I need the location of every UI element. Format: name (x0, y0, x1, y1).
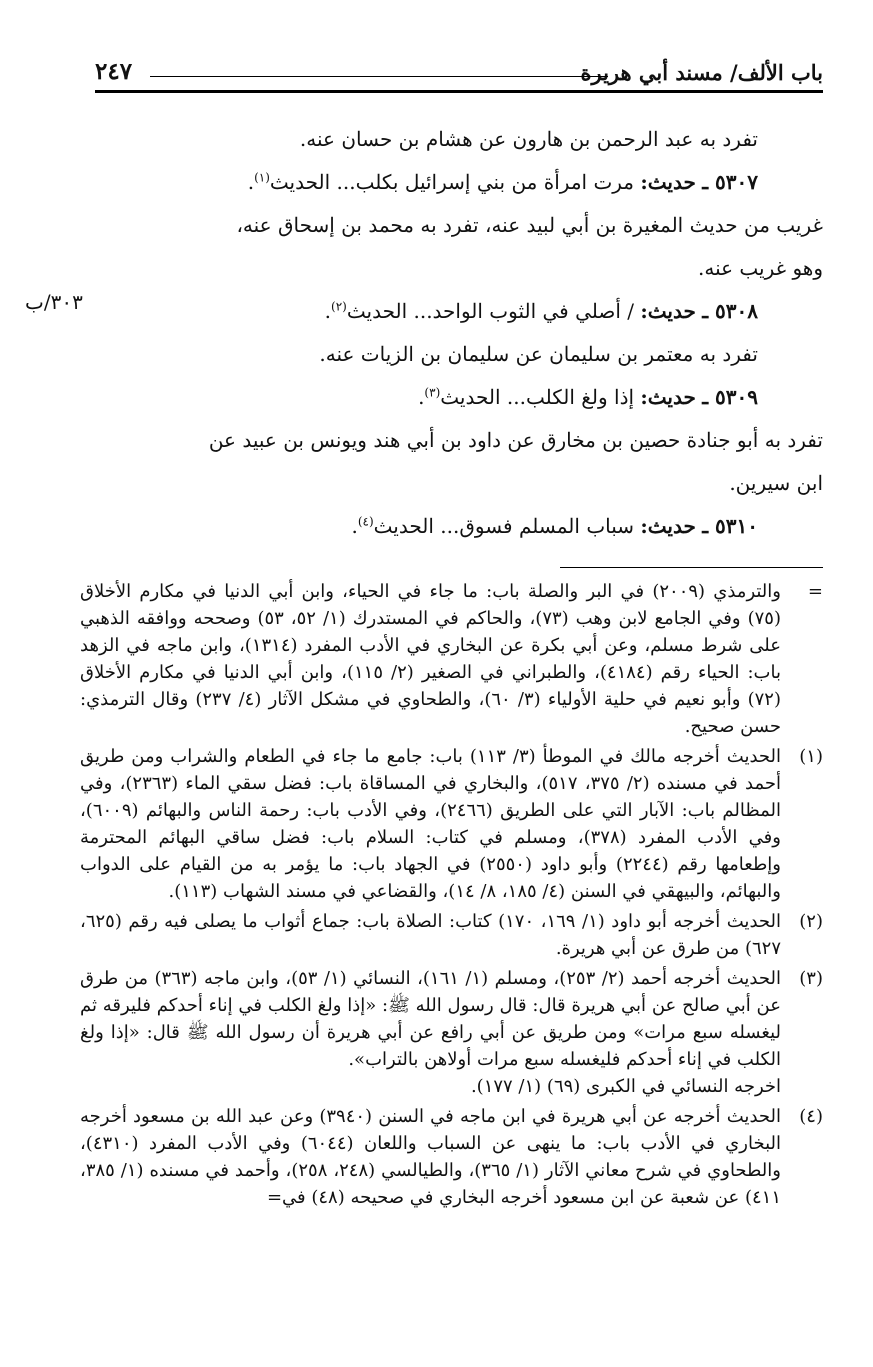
hadith-entry-5309: ٥٣٠٩ ـ حديث: إذا ولغ الكلب... الحديث$^{(٣)}$. (418, 385, 758, 409)
footnote-text: الحديث أخرجه أبو داود (١/ ١٦٩، ١٧٠) كتاب: الصلاة باب: جماع أثواب ما يصلى فيه رقم (٦٢٥، ٦٢٧) من طرق عن أبي هريرة. (80, 911, 781, 959)
footnote-4 (80, 1103, 823, 1211)
manuscript-folio-note: ٣٠٣/ب (25, 290, 83, 314)
footnote-ref: (١) (254, 170, 270, 185)
footnotes (80, 578, 823, 1214)
footnote-2 (80, 908, 823, 962)
running-title: باب الألف/ مسند أبي هريرة (580, 60, 823, 85)
main-text (95, 118, 823, 548)
footnote-3 (80, 965, 823, 1100)
hadith-label: حديث: (640, 299, 696, 323)
hadith-entry-5310: ٥٣١٠ ـ حديث: سباب المسلم فسوق... الحديث$^{(٤)}$. (351, 514, 758, 538)
hadith-text: سباب المسلم فسوق... الحديث (373, 514, 641, 538)
hadith-number: ٥٣٠٨ ـ (702, 299, 758, 323)
hadith-number: ٥٣٠٩ ـ (702, 385, 758, 409)
footnote-text: الحديث أخرجه مالك في الموطأ (٣/ ١١٣) باب: جامع ما جاء في الطعام والشراب ومن طريق أحمد في مسنده (٢/ ٣٧٥، ٥١٧)، والبخاري في المساقاة باب: فضل سقي الماء (٢٣٦٣)، وفي المظالم باب: الآبار التي على الطريق (٢٤٦٦)، وفي الأدب باب: رحمة الناس والبهائم (٦٠٠٩)، وفي الأدب المفرد (٣٧٨)، ومسلم في كتاب: السلام باب: فضل ساقي البهائم المحترمة وإطعامها رقم (٢٢٤٤) وأبو داود (٢٥٥٠) في الجهاد باب: ما يؤمر به من القيام على الدواب والبهائم، والبيهقي في السنن (٤/ ١٨٥، ٨/ ١٤)، والقضاعي في مسند الشهاب (١١٣). (80, 746, 782, 902)
footnote-text: والترمذي (٢٠٠٩) في البر والصلة باب: ما جاء في الحياء، وابن أبي الدنيا في مكارم الأخلاق (٧٥) وفي الجامع لابن وهب (٧٣)، والحاكم في المستدرك (١/ ٥٢، ٥٣) وصححه ووافقه الذهبي على شرط مسلم، وعن أبي بكرة عن البخاري في الأدب المفرد (١٣١٤)، وابن ماجه في الزهد باب: الحياء رقم (٤١٨٤)، والطبراني في الصغير (٢/ ١١٥)، وابن أبي الدنيا في مكارم الأخلاق (٧٢) وأبو نعيم في حلية الأولياء (٣/ ٦٠)، والطحاوي في مشكل الآثار (٤/ ٢٣٧) وقال الترمذي: حسن صحيح. (80, 581, 781, 737)
footnote-ref: (٢) (331, 299, 347, 314)
hadith-entry-5307: ٥٣٠٧ ـ حديث: مرت امرأة من بني إسرائيل بكلب... الحديث$^{(١)}$. (247, 170, 758, 194)
footnote-marker: (٢) (799, 911, 823, 932)
header-rule-thin (150, 76, 608, 77)
hadith-label: حديث: (640, 170, 696, 194)
footnote-marker: (٣) (799, 968, 823, 989)
comment-paragraph-end: ابن سيرين. (729, 471, 823, 495)
comment-paragraph: غريب من حديث المغيرة بن أبي لبيد عنه، تفرد به محمد بن إسحاق عنه، (236, 213, 823, 237)
footnote-ref: (٣) (424, 385, 441, 400)
page-header (95, 52, 823, 92)
comment-paragraph: تفرد به معتمر بن سليمان عن سليمان بن الزيات عنه. (319, 342, 758, 366)
hadith-text: / أصلي في الثوب الواحد... الحديث (346, 299, 641, 323)
footnote-marker: = (807, 581, 823, 602)
footnote-1 (80, 743, 823, 905)
header-rule (95, 90, 823, 93)
footnote-continuation (80, 578, 823, 740)
hadith-entry-5308: ٥٣٠٨ ـ حديث: / أصلي في الثوب الواحد... الحديث$^{(٢)}$. (324, 299, 758, 323)
hadith-text: إذا ولغ الكلب... الحديث (440, 385, 641, 409)
page-number: ٢٤٧ (95, 58, 133, 85)
footnote-marker: (٤) (799, 1106, 823, 1127)
comment-paragraph: تفرد به عبد الرحمن بن هارون عن هشام بن حسان عنه. (299, 127, 758, 151)
footnote-extra: اخرجه النسائي في الكبرى (٦٩) (١/ ١٧٧). (470, 1076, 781, 1097)
comment-paragraph: تفرد به أبو جنادة حصين بن مخارق عن داود بن أبي هند ويونس بن عبيد عن (208, 428, 823, 452)
footnote-separator (560, 567, 823, 568)
hadith-text: مرت امرأة من بني إسرائيل بكلب... الحديث (269, 170, 641, 194)
footnote-marker: (١) (799, 746, 823, 767)
hadith-number: ٥٣١٠ ـ (702, 514, 758, 538)
hadith-number: ٥٣٠٧ ـ (702, 170, 758, 194)
comment-paragraph-end: وهو غريب عنه. (698, 256, 823, 280)
hadith-label: حديث: (640, 514, 696, 538)
hadith-label: حديث: (640, 385, 696, 409)
footnote-text: الحديث أخرجه أحمد (٢/ ٢٥٣)، ومسلم (١/ ١٦١)، النسائي (١/ ٥٣)، وابن ماجه (٣٦٣) من طرق عن أبي صالح عن أبي هريرة قال: قال رسول الله ﷺ: «إذا ولغ الكلب في إناء أحدكم فليرقه ثم ليغسله سبع مرات» ومن طريق عن أبي رافع عن أبي هريرة أن رسول الله ﷺ قال: «إذا ولغ الكلب في إناء أحدكم فليغسله سبع مرات أولاهن بالتراب». (80, 968, 781, 1070)
footnote-text: الحديث أخرجه عن أبي هريرة في ابن ماجه في السنن (٣٩٤٠) وعن عبد الله بن مسعود أخرجه البخاري في الأدب باب: ما ينهى عن السباب واللعان (٦٠٤٤) وفي الأدب المفرد (٤٣١٠)، والطحاوي في شرح معاني الآثار (١/ ٣٦٥)، والطيالسي (٢٤٨، ٢٥٨)، وأحمد في مسنده (١/ ٣٨٥، ٤١١) عن شعبة عن ابن مسعود أخرجه البخاري في صحيحه (٤٨) في= (80, 1106, 781, 1208)
footnote-ref: (٤) (357, 514, 374, 529)
